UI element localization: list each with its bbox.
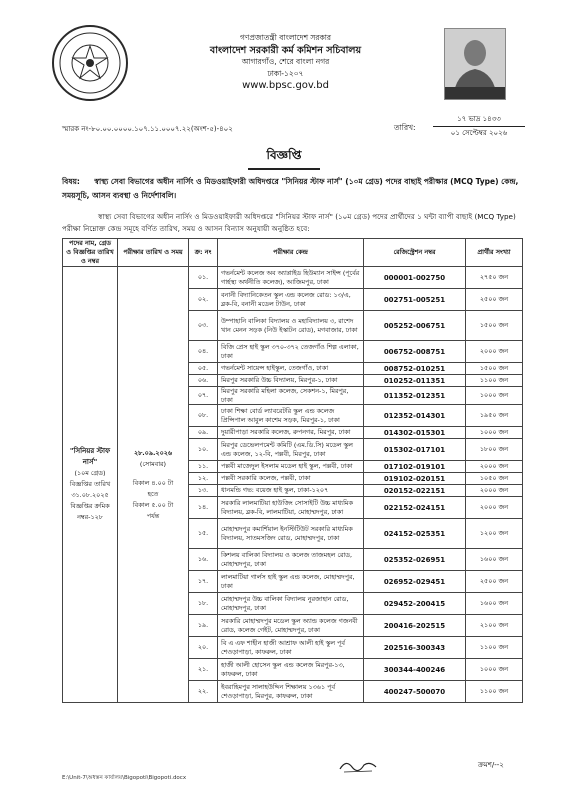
- post-ad-no: বিজ্ঞপ্তির ক্রমিক নম্বর-১২৮: [70, 502, 110, 521]
- table-row: [63, 267, 523, 289]
- signature-icon: [338, 755, 378, 775]
- row-serial: ০৫.: [189, 363, 218, 375]
- row-serial: ১৩.: [189, 485, 218, 497]
- date-box: [433, 113, 525, 140]
- row-center: ইবরাহিমপুর সালাহউদ্দিন শিক্ষালয় ১৩৬১ পূর্ব শেওড়াপাড়া, মিরপুর, কাফরুল, ঢাকা: [218, 681, 364, 703]
- row-registration: 011352-012351: [364, 387, 466, 405]
- row-registration: 017102-019101: [364, 461, 466, 473]
- row-serial: ১০.: [189, 439, 218, 461]
- exam-time-end: বিকাল ৫.০০ টা: [132, 500, 174, 509]
- row-registration: 002751-005251: [364, 289, 466, 311]
- row-serial: ১৪.: [189, 497, 218, 519]
- memo-number: স্মারক নং-৮০.০০.০০০০.১০৭.১১.০০০৭.২২(অংশ-৫)-৪০২: [62, 125, 233, 133]
- row-registration: 006752-008751: [364, 341, 466, 363]
- continued-label: ক্রমশ/--২: [478, 761, 504, 769]
- address-line-2: ঢাকা-১২০৭: [267, 69, 304, 78]
- row-candidate-count: ২০০০ জন: [466, 497, 523, 519]
- row-center: লালমাটিয়া গার্লস হাই স্কুল এন্ড কলেজ, মোহাম্মদপুর, ঢাকা: [218, 571, 364, 593]
- table-header-row: [63, 239, 523, 267]
- website-link[interactable]: www.bpsc.gov.bd: [242, 80, 329, 91]
- row-registration: 025352-026951: [364, 549, 466, 571]
- row-registration: 014302-015301: [364, 427, 466, 439]
- row-candidate-count: ১০০০ জন: [466, 387, 523, 405]
- row-serial: ২০.: [189, 637, 218, 659]
- row-registration: 008752-010251: [364, 363, 466, 375]
- government-name: গণপ্রজাতন্ত্রী বাংলাদেশ সরকার: [239, 33, 332, 42]
- date-bangla: ১৭ ভাদ্র ১৪৩৩: [457, 115, 501, 123]
- row-serial: ০৯.: [189, 427, 218, 439]
- row-candidate-count: ১২০০ জন: [466, 519, 523, 549]
- row-registration: 000001-002750: [364, 267, 466, 289]
- header-center: পরীক্ষার কেন্দ্র: [218, 239, 364, 267]
- row-center: কিশলয় বালিকা বিদ্যালয় ও কলেজ তাজমহল রোড, মোহাম্মদপুর, ঢাকা: [218, 549, 364, 571]
- body-paragraph: স্বাস্থ্য সেবা বিভাগের অধীন নার্সিং ও মিডওয়াইফারী অধিদপ্তরে "সিনিয়র স্টাফ নার্স" (১০ম গ্রেড) পদের প্রার্থীদের ১ ঘন্টা ব্যাপী বাছাই (MCQ Type) পরীক্ষা নিম্নোক্ত কেন্দ্র সমূহে বর্ণিত তারিখ, সময় ও আসন বিন্যাস অনুযায়ী অনুষ্ঠিত হবে:: [62, 212, 516, 233]
- row-center: মিরপুর সরকারি মহিলা কলেজ, সেকশন-১, মিরপুর, ঢাকা: [218, 387, 364, 405]
- row-serial: ১১.: [189, 461, 218, 473]
- row-center: পল্লবী সরকারি কলেজ, পল্লবী, ঢাকা: [218, 473, 364, 485]
- row-center: মিরপুর সরকারি উচ্চ বিদ্যালয়, মিরপুর-১, ঢাকা: [218, 375, 364, 387]
- exam-date-cell: [118, 267, 189, 703]
- row-candidate-count: ১০০০ জন: [466, 659, 523, 681]
- file-path: E:\Unit-7\অধস্তন কার্যালয়\Bigopoti\Bigopoti.docx: [62, 775, 187, 781]
- row-candidate-count: ১১০০ জন: [466, 637, 523, 659]
- row-center: পল্লবী মাজেদুল ইসলাম মডেল হাই স্কুল, পল্লবী, ঢাকা: [218, 461, 364, 473]
- row-center: ঢাকা শিক্ষা বোর্ড ল্যাবরেটরি স্কুল এন্ড কলেজ প্রিন্সিপাল আবুল কাশেম সড়ক, মিরপুর-১, ঢাকা: [218, 405, 364, 427]
- row-registration: 022152-024151: [364, 497, 466, 519]
- row-serial: ০৮.: [189, 405, 218, 427]
- header-date: পরীক্ষার তারিখ ও সময়: [118, 239, 189, 267]
- row-registration: 024152-025351: [364, 519, 466, 549]
- post-ad-date: বিজ্ঞপ্তির তারিখ ৩১.০৮.২০২৫: [69, 480, 111, 499]
- exam-date: ২৮.০৯.২০২৬: [133, 448, 173, 457]
- row-registration: 400247-500070: [364, 681, 466, 703]
- row-candidate-count: ১১০০ জন: [466, 681, 523, 703]
- row-registration: 019102-020151: [364, 473, 466, 485]
- row-serial: ০২.: [189, 289, 218, 311]
- row-registration: 015302-017101: [364, 439, 466, 461]
- row-center: মোহাম্মদপুর কমার্শিয়াল ইনস্টিটিউট সরকারি মাধ্যমিক বিদ্যালয়, সাতমসজিদ রোড, মোহাম্মদপুর, ঢাকা: [218, 519, 364, 549]
- row-candidate-count: ১৫০০ জন: [466, 311, 523, 341]
- organization-name: বাংলাদেশ সরকারী কর্ম কমিশন সচিবালয়: [209, 45, 362, 56]
- row-candidate-count: ১৬০০ জন: [466, 593, 523, 615]
- row-candidate-count: ২০০০ জন: [466, 485, 523, 497]
- row-registration: 300344-400246: [364, 659, 466, 681]
- row-center: গভর্নমেন্ট সায়েন্স হাইস্কুল, তেজগাঁও, ঢাকা: [218, 363, 364, 375]
- row-center: সরকারি লালমাটিয়া হাউজিং সোসাইটি উচ্চ মাধ্যমিক বিদ্যালয়, ব্লক-বি, লালমাটিয়া, মোহাম্মদপুর, ঢাকা: [218, 497, 364, 519]
- row-registration: 020152-022151: [364, 485, 466, 497]
- row-serial: ১৯.: [189, 615, 218, 637]
- row-center: মিরপুর ডেভেলপমেন্ট কমিটি (এম.ডি.সি) মডেল স্কুল এন্ড কলেজ, ১২-বি, পল্লবী, মিরপুর, ঢাকা: [218, 439, 364, 461]
- row-candidate-count: ২০০০ জন: [466, 461, 523, 473]
- row-serial: ০৩.: [189, 311, 218, 341]
- row-center: বনানী বিদ্যানিকেতন স্কুল এন্ড কলেজ রোড: ১৩/এ, ব্লক-বি, বনানী মডেল টাউন, ঢাকা: [218, 289, 364, 311]
- post-grade: (১০ম গ্রেড): [74, 469, 106, 477]
- exam-time-to: হতে: [147, 489, 159, 498]
- exam-day: (সোমবার): [139, 459, 167, 468]
- header-sl: ক্র: নং: [189, 239, 218, 267]
- row-center: হাজী আলী হোসেন স্কুল এন্ড কলেজ মিরপুর-১৩, কাফরুল, ঢাকা: [218, 659, 364, 681]
- header-reg: রেজিস্ট্রেশন নম্বর: [364, 239, 466, 267]
- post-title: "সিনিয়র স্টাফ নার্স": [69, 447, 111, 466]
- address-line-1: আগারগাঁও, শেরে বাংলা নগর: [241, 57, 330, 66]
- row-candidate-count: ২৭৫০ জন: [466, 267, 523, 289]
- row-candidate-count: ২৫০০ জন: [466, 289, 523, 311]
- row-serial: ০৭.: [189, 387, 218, 405]
- row-serial: ১৮.: [189, 593, 218, 615]
- row-center: বি এ এফ শাহীন হাজী আশ্রাফ আলী হাই স্কুল পূর্ব শেওড়াপাড়া, কাফরুল, ঢাকা: [218, 637, 364, 659]
- date-english: ০১ সেপ্টেম্বর ২০২৬: [433, 126, 525, 140]
- exam-schedule-table: [62, 238, 523, 703]
- row-center: বিজি প্রেস হাই স্কুল ৩৭০-৩৭২ তেজগাঁও শিল্প এলাকা, ঢাকা: [218, 341, 364, 363]
- date-label: তারিখ:: [394, 123, 416, 132]
- row-candidate-count: ২৫০০ জন: [466, 571, 523, 593]
- row-candidate-count: ১৬০০ জন: [466, 549, 523, 571]
- row-center: সরকারি মোহাম্মদপুর মডেল স্কুল অ্যান্ড কলেজ গজনবী রোড, কলেজ গেইট, মোহাম্মদপুর, ঢাকা: [218, 615, 364, 637]
- row-candidate-count: ১৫০০ জন: [466, 363, 523, 375]
- subject-text: স্বাস্থ্য সেবা বিভাগের অধীন নার্সিং ও মিডওয়াইফারী অধিদপ্তরে "সিনিয়র স্টাফ নার্স" (১০ম গ্রেড) পদের বাছাই পরীক্ষার (MCQ Type) কেন্দ্র, সময়সূচি, আসন ব্যবস্থা ও নির্দেশাবলি।: [62, 177, 519, 200]
- row-serial: ১৭.: [189, 571, 218, 593]
- row-center: উম্পাহানি বালিকা বিদ্যালয় ও মহাবিদ্যালয় ৩, রাশেদ খান মেনন সড়ক (নিউ ইস্কাটন রোড), মগবাজার, ঢাকা: [218, 311, 364, 341]
- row-center: গভর্নমেন্ট কলেজ অব অ্যাপ্লাইড হিউম্যান সাইন্স (পূর্বের গার্হস্থ্য অর্থনীতি কলেজ), আজিমপুর, ঢাকা: [218, 267, 364, 289]
- row-serial: ১৬.: [189, 549, 218, 571]
- notice-title: বিজ্ঞপ্তি: [248, 147, 320, 170]
- subject-label: বিষয়:: [62, 177, 80, 186]
- row-center: মোহাম্মদপুর উচ্চ বালিকা বিদ্যালয় নুরজাহান রোড, মোহাম্মদপুর, ঢাকা: [218, 593, 364, 615]
- row-serial: ০৪.: [189, 341, 218, 363]
- header-count: প্রার্থীর সংখ্যা: [466, 239, 523, 267]
- row-serial: ২১.: [189, 659, 218, 681]
- row-candidate-count: ২১০০ জন: [466, 615, 523, 637]
- row-serial: ২২.: [189, 681, 218, 703]
- row-center: দুয়ারীপাড়া সরকারি কলেজ, রুপনগর, মিরপুর, ঢাকা: [218, 427, 364, 439]
- row-center: ধানমন্ডি গভ: বয়েজ হাই স্কুল, ঢাকা-১২০৭: [218, 485, 364, 497]
- row-serial: ১২.: [189, 473, 218, 485]
- exam-time-start: বিকাল ৪.০০ টা: [132, 478, 174, 487]
- row-registration: 005252-006751: [364, 311, 466, 341]
- row-serial: ০১.: [189, 267, 218, 289]
- row-serial: ১৫.: [189, 519, 218, 549]
- row-registration: 026952-029451: [364, 571, 466, 593]
- row-registration: 012352-014301: [364, 405, 466, 427]
- subject-line: [62, 175, 522, 203]
- row-registration: 200416-202515: [364, 615, 466, 637]
- row-candidate-count: ১০০০ জন: [466, 427, 523, 439]
- row-serial: ০৬.: [189, 375, 218, 387]
- row-registration: 029452-200415: [364, 593, 466, 615]
- row-candidate-count: ১৯৫০ জন: [466, 405, 523, 427]
- row-candidate-count: ১০৫০ জন: [466, 473, 523, 485]
- post-info-cell: [63, 267, 118, 703]
- header-post: পদের নাম, গ্রেড ও বিজ্ঞপ্তির তারিখ ও নম্বর: [63, 239, 118, 267]
- row-candidate-count: ১৮০০ জন: [466, 439, 523, 461]
- exam-time-until: পর্যন্ত: [146, 511, 160, 520]
- row-registration: 010252-011351: [364, 375, 466, 387]
- row-registration: 202516-300343: [364, 637, 466, 659]
- row-candidate-count: ১১০০ জন: [466, 375, 523, 387]
- row-candidate-count: ২০০০ জন: [466, 341, 523, 363]
